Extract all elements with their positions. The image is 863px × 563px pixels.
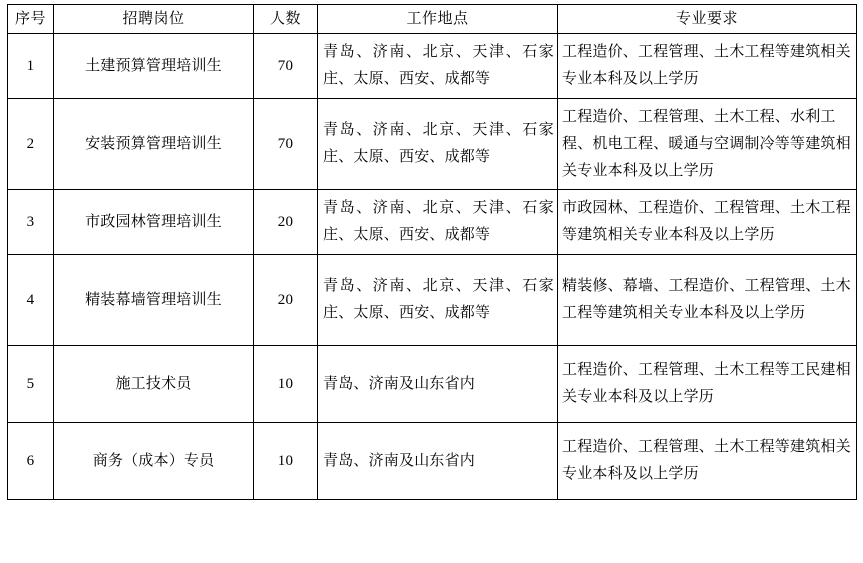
cell-count <box>254 190 318 255</box>
cell-location <box>318 346 558 423</box>
cell-count <box>254 99 318 190</box>
major-requirement: 工程造价、工程管理、土木工程、水利工程、机电工程、暖通与空调制冷等等建筑相关专业本科及以上学历 <box>562 108 851 179</box>
row-number: 4 <box>26 291 35 308</box>
cell-no <box>8 190 54 255</box>
cell-post <box>54 99 254 190</box>
column-header-post-label: 招聘岗位 <box>122 11 185 27</box>
cell-count <box>254 255 318 346</box>
cell-no <box>8 255 54 346</box>
post-name: 市政园林管理培训生 <box>85 213 222 230</box>
post-name: 土建预算管理培训生 <box>85 57 222 74</box>
cell-requirement <box>558 190 857 255</box>
cell-post <box>54 190 254 255</box>
cell-location <box>318 255 558 346</box>
work-location: 青岛、济南、北京、天津、石家庄、太原、西安、成都等 <box>323 200 554 243</box>
table-row <box>8 423 857 500</box>
cell-requirement <box>558 346 857 423</box>
row-number: 5 <box>26 375 35 392</box>
post-name: 安装预算管理培训生 <box>85 135 222 152</box>
table-row <box>8 346 857 423</box>
column-header-post <box>54 5 254 34</box>
table-row <box>8 190 857 255</box>
work-location: 青岛、济南、北京、天津、石家庄、太原、西安、成都等 <box>323 44 554 87</box>
cell-count <box>254 423 318 500</box>
column-header-requirement-label: 专业要求 <box>675 11 738 27</box>
major-requirement: 工程造价、工程管理、土木工程等建筑相关专业本科及以上学历 <box>562 439 851 482</box>
cell-location <box>318 423 558 500</box>
cell-requirement <box>558 34 857 99</box>
major-requirement: 工程造价、工程管理、土木工程等建筑相关专业本科及以上学历 <box>562 44 851 87</box>
row-number: 2 <box>26 135 35 152</box>
row-number: 1 <box>26 57 35 74</box>
cell-no <box>8 346 54 423</box>
cell-location <box>318 190 558 255</box>
post-count: 10 <box>277 375 294 392</box>
post-name: 商务（成本）专员 <box>92 452 215 469</box>
cell-count <box>254 346 318 423</box>
table-row <box>8 255 857 346</box>
column-header-count-label: 人数 <box>269 11 301 27</box>
post-count: 10 <box>277 452 294 469</box>
table-header-row <box>8 5 857 34</box>
post-name: 施工技术员 <box>115 375 192 392</box>
column-header-no <box>8 5 54 34</box>
column-header-count <box>254 5 318 34</box>
work-location: 青岛、济南、北京、天津、石家庄、太原、西安、成都等 <box>323 122 554 165</box>
work-location: 青岛、济南及山东省内 <box>323 375 476 392</box>
cell-count <box>254 34 318 99</box>
table-row <box>8 99 857 190</box>
cell-requirement <box>558 423 857 500</box>
document-page <box>0 4 863 563</box>
cell-no <box>8 423 54 500</box>
cell-post <box>54 255 254 346</box>
cell-post <box>54 34 254 99</box>
cell-requirement <box>558 255 857 346</box>
major-requirement: 市政园林、工程造价、工程管理、土木工程等建筑相关专业本科及以上学历 <box>562 200 851 243</box>
post-count: 70 <box>277 135 294 152</box>
post-count: 70 <box>277 57 294 74</box>
column-header-requirement <box>558 5 857 34</box>
row-number: 6 <box>26 452 35 469</box>
cell-no <box>8 99 54 190</box>
cell-post <box>54 423 254 500</box>
row-number: 3 <box>26 213 35 230</box>
table-row <box>8 34 857 99</box>
column-header-no-label: 序号 <box>14 11 46 27</box>
cell-post <box>54 346 254 423</box>
cell-location <box>318 34 558 99</box>
column-header-location <box>318 5 558 34</box>
post-name: 精装幕墙管理培训生 <box>85 291 222 308</box>
cell-location <box>318 99 558 190</box>
major-requirement: 精装修、幕墙、工程造价、工程管理、土木工程等建筑相关专业本科及以上学历 <box>562 278 851 321</box>
post-count: 20 <box>277 213 294 230</box>
cell-no <box>8 34 54 99</box>
post-count: 20 <box>277 291 294 308</box>
work-location: 青岛、济南及山东省内 <box>323 452 476 469</box>
column-header-location-label: 工作地点 <box>406 11 469 27</box>
work-location: 青岛、济南、北京、天津、石家庄、太原、西安、成都等 <box>323 278 554 321</box>
cell-requirement <box>558 99 857 190</box>
recruitment-table <box>7 4 857 500</box>
major-requirement: 工程造价、工程管理、土木工程等工民建相关专业本科及以上学历 <box>562 362 851 405</box>
